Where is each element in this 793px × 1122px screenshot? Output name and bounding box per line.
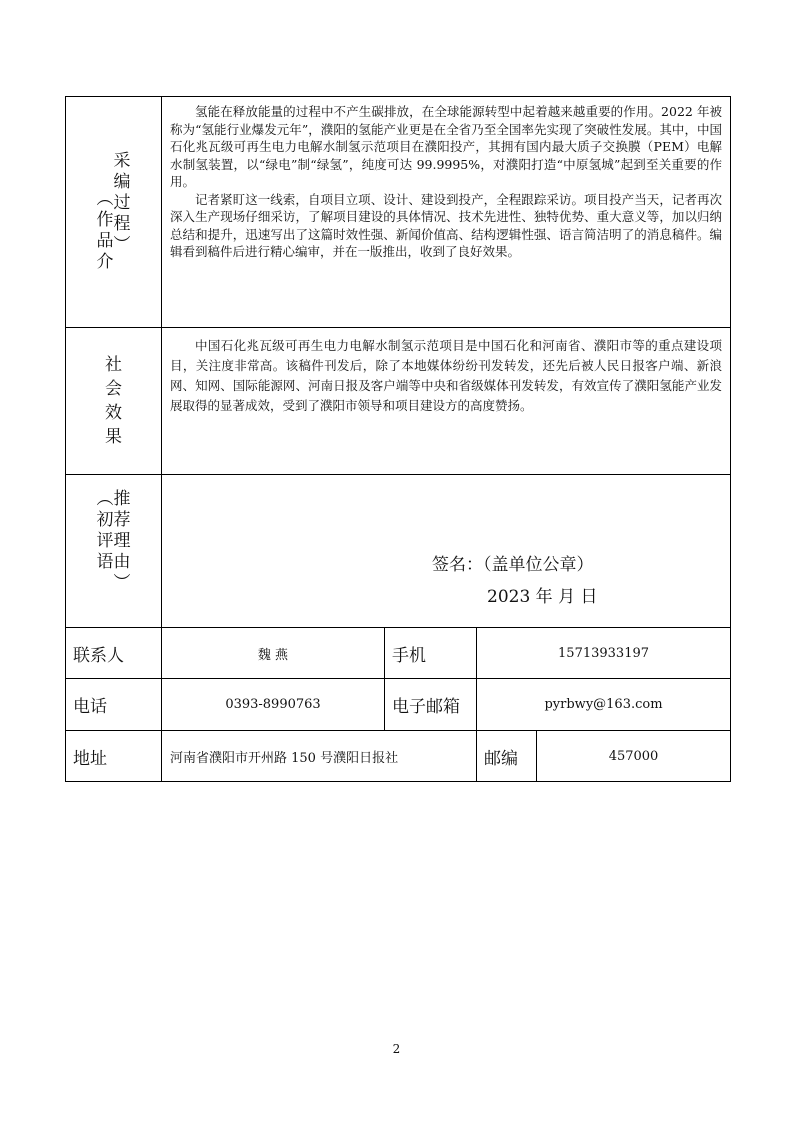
- address-value: 河南省濮阳市开州路 150 号濮阳日报社: [162, 731, 477, 782]
- paren-open: ︵: [96, 189, 114, 209]
- review-row: [66, 475, 731, 628]
- review-content: [162, 475, 731, 628]
- mobile-label: 手机: [385, 628, 477, 679]
- paren-close: ︶: [113, 235, 131, 255]
- postcode-label: 邮编: [477, 731, 537, 782]
- paren-open: ︵: [96, 488, 114, 509]
- process-paragraph-2: 记者紧盯这一线索，自项目立项、设计、建设到投产，全程跟踪采访。项目投产当天，记者再次深入生产现场仔细采访，了解项目建设的具体情况、技术先进性、独特优势、重大意义等，加以归纳总结和提升，迅速写出了这篇时效性强、新闻价值高、结构逻辑性强、语言简洁明了的消息稿件。编辑看到稿件后进行精心编审，并在一版推出，收到了良好效果。: [170, 191, 723, 259]
- address-row: [66, 731, 731, 782]
- date-line: 2023 年 月 日: [487, 587, 598, 607]
- mobile-value: 15713933197: [477, 628, 731, 679]
- email-value: pyrbwy@163.com: [477, 679, 731, 731]
- contact-label: 联系人: [66, 628, 162, 679]
- effect-content: [162, 328, 731, 475]
- contact-row: [66, 628, 731, 679]
- effect-row: [66, 328, 731, 475]
- process-row: [66, 97, 731, 328]
- address-label: 地址: [66, 731, 162, 782]
- process-label: ︵ 作 品 介 采 编 过 程 ︶: [66, 97, 162, 328]
- phone-label: 电话: [66, 679, 162, 731]
- signature-line: 签名：（盖单位公章）: [432, 555, 594, 575]
- effect-paragraph: 中国石化兆瓦级可再生电力电解水制氢示范项目是中国石化和河南省、濮阳市等的重点建设项目，关注度非常高。该稿件刊发后，除了本地媒体纷纷刊发转发，还先后被人民日报客户端、新浪网、知网、国际能源网、河南日报及客户端等中央和省级媒体刊发转发，有效宣传了濮阳氢能产业发展取得的显著成效，受到了濮阳市领导和项目建设方的高度赞扬。: [170, 338, 723, 413]
- postcode-value: 457000: [537, 731, 731, 782]
- effect-label: 社 会 效 果: [66, 328, 162, 475]
- contact-value: 魏 燕: [162, 628, 385, 679]
- phone-row: [66, 679, 731, 731]
- process-content: [162, 97, 731, 328]
- phone-value: 0393-8990763: [162, 679, 385, 731]
- review-label: ︵ 初 评 语 推 荐 理 由 ︶: [66, 475, 162, 628]
- page-number: 2: [392, 1042, 401, 1056]
- process-paragraph-1: 氢能在释放能量的过程中不产生碳排放，在全球能源转型中起着越来越重要的作用。2022 年被称为“氢能行业爆发元年”，濮阳的氢能产业更是在全省乃至全国率先实现了突破性发展。其中，中国石化兆瓦级可再生电力电解水制氢示范项目在濮阳投产，其拥有国内最大质子交换膜（PEM）电解水制氢装置，以“绿电”制“绿氢”，纯度可达 99.9995%，对濮阳打造“中原氢城”起到至关重要的作用。: [170, 104, 723, 189]
- email-label: 电子邮箱: [385, 679, 477, 731]
- paren-close: ︶: [113, 572, 131, 593]
- entry-form-table: [65, 96, 731, 782]
